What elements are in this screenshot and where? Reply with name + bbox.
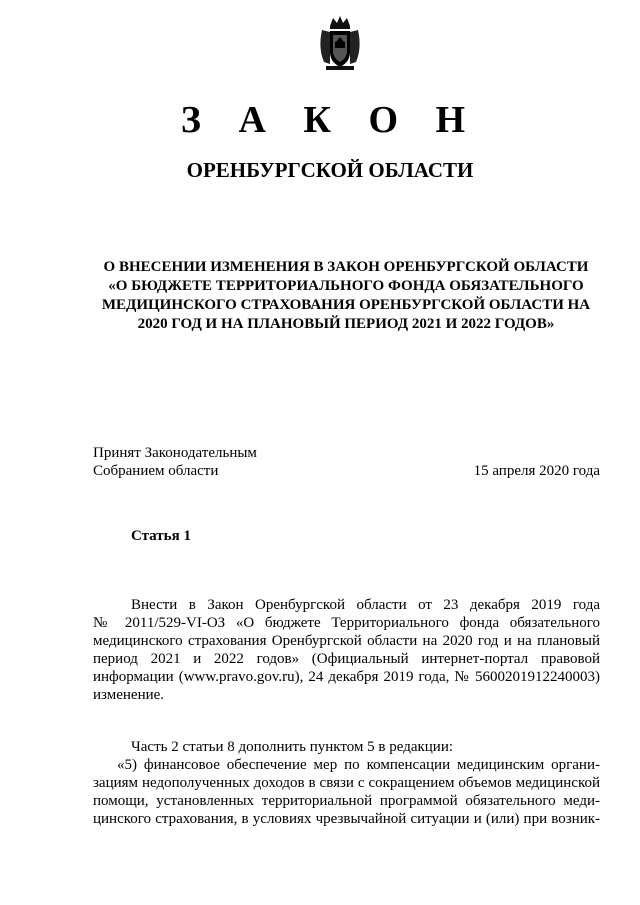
paragraph-line: «5) финансовое обеспечение мер по компенсации медицинским органи- (117, 757, 600, 773)
adoption-line: Принят Законодательным (93, 445, 257, 461)
coat-of-arms-icon (316, 14, 364, 72)
law-subject (96, 258, 596, 334)
paragraph-line: зациям недополученных доходов в связи с сокращением объемов медицинской (93, 775, 600, 791)
article-heading: Статья 1 (131, 528, 191, 544)
adoption-authority (93, 444, 257, 480)
paragraph-line: информации (www.pravo.gov.ru), 24 декабря 2019 года, № 5600201912240003) (93, 669, 600, 685)
paragraph-line: Часть 2 статьи 8 дополнить пунктом 5 в редакции: (131, 739, 454, 755)
paragraph-line: цинского страхования, в условиях чрезвычайной ситуации и (или) при возник- (93, 811, 600, 827)
adoption-date: 15 апреля 2020 года (473, 463, 600, 479)
paragraph-line: № 2011/529-VI-ОЗ «О бюджете Территориального фонда обязательного (93, 615, 600, 631)
subject-line: МЕДИЦИНСКОГО СТРАХОВАНИЯ ОРЕНБУРГСКОЙ ОБЛАСТИ НА (101, 297, 591, 313)
paragraph-line: помощи, установленных территориальной программой обязательного меди- (93, 793, 600, 809)
subject-line: О ВНЕСЕНИИ ИЗМЕНЕНИЯ В ЗАКОН ОРЕНБУРГСКОЙ ОБЛАСТИ (103, 259, 589, 275)
subject-line: 2020 ГОД И НА ПЛАНОВЫЙ ПЕРИОД 2021 И 2022 ГОДОВ» (137, 316, 555, 332)
paragraph-line: Внести в Закон Оренбургской области от 23 декабря 2019 года (131, 597, 600, 613)
paragraph-line: изменение. (93, 687, 165, 703)
region-title: ОРЕНБУРГСКОЙ ОБЛАСТИ (186, 158, 474, 182)
adoption-line: Собранием области (93, 463, 219, 479)
paragraph-line: период 2021 и 2022 годов» (Официальный интернет-портал правовой (93, 651, 600, 667)
subject-line: «О БЮДЖЕТЕ ТЕРРИТОРИАЛЬНОГО ФОНДА ОБЯЗАТЕЛЬНОГО (108, 278, 584, 294)
law-title: З А К О Н (180, 99, 480, 141)
paragraph-line: медицинского страхования Оренбургской области на 2020 год и на плановый (93, 633, 600, 649)
